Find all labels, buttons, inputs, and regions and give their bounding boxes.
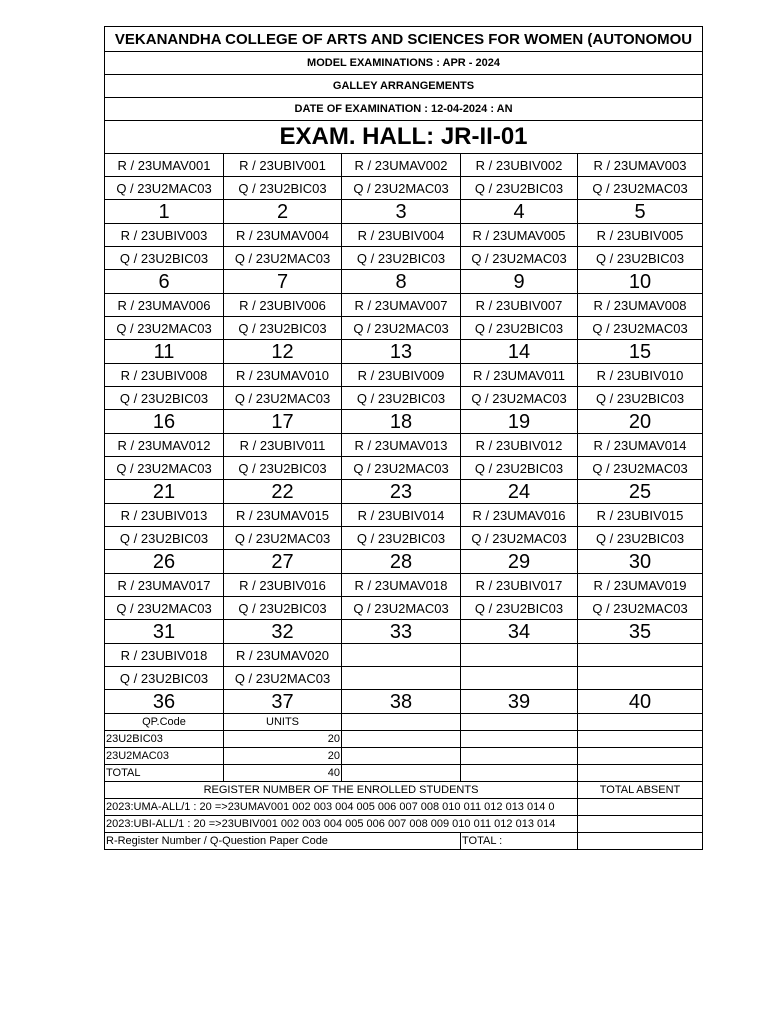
table-row: [105, 200, 703, 224]
seat-qp-empty: [578, 667, 703, 690]
seat-number: 35: [578, 620, 703, 644]
empty-cell: [461, 714, 578, 731]
table-row: [105, 620, 703, 644]
seat-number: 30: [578, 550, 703, 574]
seat-number: 37: [224, 690, 342, 714]
seat-number: 13: [342, 340, 461, 364]
empty-cell: [342, 714, 461, 731]
empty-cell: [578, 765, 703, 782]
qp-code: 23U2BIC03: [105, 731, 224, 748]
seat-number: 32: [224, 620, 342, 644]
total-absent-label: TOTAL ABSENT: [578, 782, 703, 799]
seat-register-number: R / 23UBIV010: [578, 364, 703, 387]
seat-number: 4: [461, 200, 578, 224]
seat-number: 3: [342, 200, 461, 224]
qp-code: TOTAL: [105, 765, 224, 782]
table-row: [105, 317, 703, 340]
seat-qp-code: Q / 23U2BIC03: [105, 387, 224, 410]
seat-register-number: R / 23UBIV003: [105, 224, 224, 247]
seat-qp-code: Q / 23U2BIC03: [461, 597, 578, 620]
seat-number: 22: [224, 480, 342, 504]
enrolled-students-label: REGISTER NUMBER OF THE ENROLLED STUDENTS: [105, 782, 578, 799]
seat-qp-code: Q / 23U2MAC03: [342, 597, 461, 620]
qp-code: 23U2MAC03: [105, 748, 224, 765]
exam-title: MODEL EXAMINATIONS : APR - 2024: [105, 52, 703, 75]
seat-qp-code: Q / 23U2BIC03: [461, 457, 578, 480]
seat-number: 14: [461, 340, 578, 364]
seat-register-number: R / 23UMAV001: [105, 154, 224, 177]
empty-cell: [342, 731, 461, 748]
seat-number: 7: [224, 270, 342, 294]
seat-qp-code: Q / 23U2BIC03: [105, 667, 224, 690]
qp-code-header: QP.Code: [105, 714, 224, 731]
seat-register-empty: [461, 644, 578, 667]
table-row: [105, 748, 703, 765]
seat-register-empty: [578, 644, 703, 667]
galley-arrangement-sheet: [104, 26, 703, 850]
seat-number: 27: [224, 550, 342, 574]
empty-cell: [342, 748, 461, 765]
seat-number: 36: [105, 690, 224, 714]
seat-qp-code: Q / 23U2MAC03: [578, 597, 703, 620]
seat-qp-code: Q / 23U2MAC03: [342, 317, 461, 340]
seat-qp-code: Q / 23U2BIC03: [342, 387, 461, 410]
seat-qp-code: Q / 23U2BIC03: [578, 247, 703, 270]
seat-register-number: R / 23UMAV019: [578, 574, 703, 597]
seat-number: 40: [578, 690, 703, 714]
table-row: [105, 387, 703, 410]
ubi-register-list: 2023:UBI-ALL/1 : 20 =>23UBIV001 002 003 004 005 006 007 008 009 010 011 012 013 014: [105, 816, 578, 833]
seat-number: 10: [578, 270, 703, 294]
table-row: [105, 667, 703, 690]
empty-cell: [461, 748, 578, 765]
seat-number: 16: [105, 410, 224, 434]
empty-cell: [461, 731, 578, 748]
seat-register-number: R / 23UMAV008: [578, 294, 703, 317]
seat-qp-code: Q / 23U2MAC03: [105, 317, 224, 340]
exam-date: DATE OF EXAMINATION : 12-04-2024 : AN: [105, 98, 703, 121]
seat-number: 9: [461, 270, 578, 294]
table-row: [105, 597, 703, 620]
table-row: [105, 410, 703, 434]
seat-qp-code: Q / 23U2BIC03: [224, 597, 342, 620]
seat-qp-code: Q / 23U2MAC03: [578, 317, 703, 340]
seat-qp-code: Q / 23U2BIC03: [224, 317, 342, 340]
seat-qp-code: Q / 23U2BIC03: [105, 527, 224, 550]
seat-qp-code: Q / 23U2MAC03: [224, 667, 342, 690]
seat-register-number: R / 23UBIV011: [224, 434, 342, 457]
table-row: [105, 434, 703, 457]
seat-qp-code: Q / 23U2MAC03: [578, 177, 703, 200]
table-row: [105, 504, 703, 527]
seat-register-number: R / 23UBIV006: [224, 294, 342, 317]
table-row: [105, 765, 703, 782]
table-row: [105, 690, 703, 714]
seat-qp-code: Q / 23U2BIC03: [224, 177, 342, 200]
table-row: [105, 457, 703, 480]
seat-number: 24: [461, 480, 578, 504]
seat-register-number: R / 23UBIV009: [342, 364, 461, 387]
seat-register-number: R / 23UMAV003: [578, 154, 703, 177]
seat-register-number: R / 23UMAV005: [461, 224, 578, 247]
seat-register-number: R / 23UMAV016: [461, 504, 578, 527]
empty-cell: [578, 748, 703, 765]
seat-register-number: R / 23UMAV017: [105, 574, 224, 597]
table-row: [105, 816, 703, 833]
seat-register-number: R / 23UMAV007: [342, 294, 461, 317]
seat-number: 26: [105, 550, 224, 574]
seat-register-number: R / 23UBIV013: [105, 504, 224, 527]
seat-qp-code: Q / 23U2MAC03: [105, 457, 224, 480]
seat-qp-code: Q / 23U2BIC03: [224, 457, 342, 480]
seat-number: 5: [578, 200, 703, 224]
seat-number: 29: [461, 550, 578, 574]
seat-register-number: R / 23UBIV016: [224, 574, 342, 597]
table-row: [105, 782, 703, 799]
seat-number: 15: [578, 340, 703, 364]
seat-qp-code: Q / 23U2BIC03: [105, 247, 224, 270]
table-row: [105, 527, 703, 550]
seat-qp-empty: [461, 667, 578, 690]
seat-register-number: R / 23UMAV006: [105, 294, 224, 317]
table-row: [105, 177, 703, 200]
seat-number: 31: [105, 620, 224, 644]
seat-qp-code: Q / 23U2BIC03: [578, 387, 703, 410]
table-row: [105, 644, 703, 667]
seat-register-empty: [342, 644, 461, 667]
code-legend: R-Register Number / Q-Question Paper Code: [105, 833, 461, 850]
seat-register-number: R / 23UBIV014: [342, 504, 461, 527]
empty-cell: [578, 714, 703, 731]
seat-number: 19: [461, 410, 578, 434]
table-row: [105, 224, 703, 247]
seat-number: 23: [342, 480, 461, 504]
seat-register-number: R / 23UMAV011: [461, 364, 578, 387]
table-row: [105, 294, 703, 317]
units-value: 40: [224, 765, 342, 782]
empty-cell: [342, 765, 461, 782]
total-value-cell: [578, 833, 703, 850]
seat-number: 25: [578, 480, 703, 504]
seat-qp-code: Q / 23U2BIC03: [578, 527, 703, 550]
seat-qp-code: Q / 23U2MAC03: [224, 387, 342, 410]
seat-register-number: R / 23UMAV012: [105, 434, 224, 457]
seat-register-number: R / 23UBIV002: [461, 154, 578, 177]
seat-number: 8: [342, 270, 461, 294]
table-row: [105, 574, 703, 597]
table-row: [105, 247, 703, 270]
seat-register-number: R / 23UMAV020: [224, 644, 342, 667]
seat-number: 28: [342, 550, 461, 574]
galley-title: GALLEY ARRANGEMENTS: [105, 75, 703, 98]
seat-register-number: R / 23UMAV013: [342, 434, 461, 457]
seat-qp-code: Q / 23U2MAC03: [578, 457, 703, 480]
seat-register-number: R / 23UMAV018: [342, 574, 461, 597]
table-row: [105, 480, 703, 504]
exam-hall: EXAM. HALL: JR-II-01: [105, 121, 703, 154]
total-label: TOTAL :: [461, 833, 578, 850]
seat-qp-code: Q / 23U2BIC03: [342, 527, 461, 550]
seat-number: 38: [342, 690, 461, 714]
seat-number: 2: [224, 200, 342, 224]
seat-register-number: R / 23UMAV002: [342, 154, 461, 177]
seat-number: 12: [224, 340, 342, 364]
seat-qp-code: Q / 23U2MAC03: [224, 247, 342, 270]
seat-qp-code: Q / 23U2MAC03: [461, 527, 578, 550]
table-row: [105, 270, 703, 294]
seat-qp-code: Q / 23U2MAC03: [461, 387, 578, 410]
ubi-absent-cell: [578, 816, 703, 833]
seat-register-number: R / 23UBIV005: [578, 224, 703, 247]
seat-qp-code: Q / 23U2MAC03: [342, 177, 461, 200]
uma-absent-cell: [578, 799, 703, 816]
seat-number: 33: [342, 620, 461, 644]
seat-register-number: R / 23UBIV012: [461, 434, 578, 457]
seat-number: 21: [105, 480, 224, 504]
seat-register-number: R / 23UBIV004: [342, 224, 461, 247]
seat-register-number: R / 23UBIV001: [224, 154, 342, 177]
seat-qp-code: Q / 23U2MAC03: [342, 457, 461, 480]
table-row: [105, 154, 703, 177]
seat-qp-code: Q / 23U2MAC03: [224, 527, 342, 550]
seat-register-number: R / 23UMAV015: [224, 504, 342, 527]
seat-register-number: R / 23UBIV015: [578, 504, 703, 527]
seat-number: 18: [342, 410, 461, 434]
seat-number: 17: [224, 410, 342, 434]
units-header: UNITS: [224, 714, 342, 731]
empty-cell: [461, 765, 578, 782]
seat-register-number: R / 23UBIV007: [461, 294, 578, 317]
seat-number: 20: [578, 410, 703, 434]
seat-number: 1: [105, 200, 224, 224]
seat-register-number: R / 23UMAV004: [224, 224, 342, 247]
seat-qp-code: Q / 23U2BIC03: [461, 317, 578, 340]
units-value: 20: [224, 731, 342, 748]
seat-register-number: R / 23UBIV017: [461, 574, 578, 597]
seat-qp-empty: [342, 667, 461, 690]
seat-number: 6: [105, 270, 224, 294]
seat-number: 34: [461, 620, 578, 644]
table-row: [105, 731, 703, 748]
seat-register-number: R / 23UMAV010: [224, 364, 342, 387]
table-row: [105, 714, 703, 731]
uma-register-list: 2023:UMA-ALL/1 : 20 =>23UMAV001 002 003 004 005 006 007 008 010 011 012 013 014 0: [105, 799, 578, 816]
table-row: [105, 799, 703, 816]
table-row: [105, 340, 703, 364]
empty-cell: [578, 731, 703, 748]
seat-qp-code: Q / 23U2BIC03: [342, 247, 461, 270]
seat-number: 11: [105, 340, 224, 364]
seat-register-number: R / 23UBIV008: [105, 364, 224, 387]
table-row: [105, 833, 703, 850]
units-value: 20: [224, 748, 342, 765]
seat-qp-code: Q / 23U2MAC03: [105, 597, 224, 620]
table-row: [105, 364, 703, 387]
seat-qp-code: Q / 23U2MAC03: [105, 177, 224, 200]
seat-qp-code: Q / 23U2MAC03: [461, 247, 578, 270]
table-row: [105, 550, 703, 574]
seat-number: 39: [461, 690, 578, 714]
seat-register-number: R / 23UMAV014: [578, 434, 703, 457]
seat-register-number: R / 23UBIV018: [105, 644, 224, 667]
college-name: VEKANANDHA COLLEGE OF ARTS AND SCIENCES FOR WOMEN (AUTONOMOU: [105, 27, 703, 52]
seat-qp-code: Q / 23U2BIC03: [461, 177, 578, 200]
